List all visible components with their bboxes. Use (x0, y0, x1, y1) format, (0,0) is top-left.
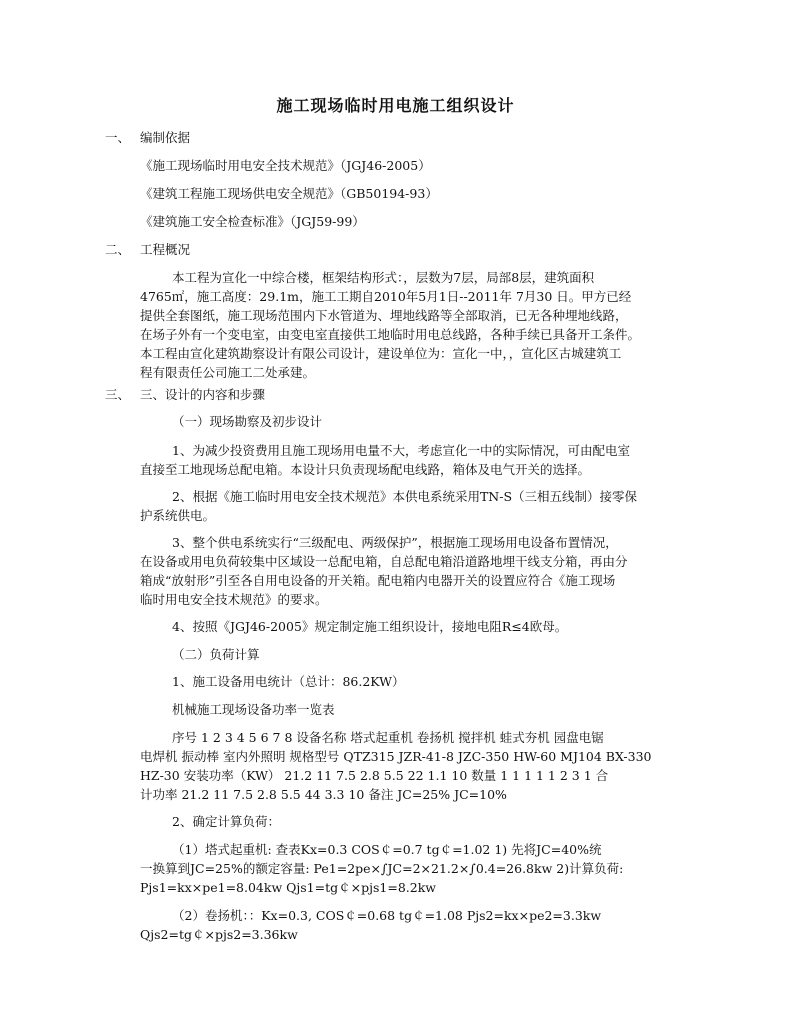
paragraph-line: 提供全套图纸，施工现场范围内下水管道为、埋地线路等全部取消，已无各种埋地线路， (140, 308, 628, 323)
paragraph-line: 直接至工地现场总配电箱。本设计只负责现场配电线路，箱体及电气开关的选择。 (140, 462, 591, 477)
section-heading: 工程概况 (140, 242, 191, 257)
subsection-heading: （二）负荷计算 (172, 647, 260, 662)
paragraph-line: 1、施工设备用电统计（总计：86.2KW） (172, 674, 405, 689)
calc-line: Qjs2=tg￠×pjs2=3.36kw (140, 927, 298, 942)
calc-line: Pjs1=kx×pe1=8.04kw Qjs1=tg￠×pjs1=8.2kw (140, 880, 436, 895)
calc-line: （2）卷扬机：：Kx=0.3, COS￠=0.68 tg￠=1.08 Pjs2=kx×pe2=3.3kw (172, 908, 602, 923)
paragraph-line: 4765㎡，施工高度：29.1m，施工工期自2010年5月1日--2011年 7月30 日。甲方已经 (140, 289, 632, 304)
paragraph-line: 在场子外有一个变电室，由变电室直接供工地临时用电总线路，各种手续已具备开工条件。 (140, 327, 641, 342)
table-text-line: 计功率 21.2 11 7.5 2.8 5.5 44 3.3 10 备注 JC=25% JC=10% (140, 787, 507, 802)
section-number: 二、 (105, 242, 131, 257)
reference-item: 《建筑施工安全检查标准》（JGJ59-99） (140, 214, 365, 229)
paragraph-line: 箱成“放射形”引至各自用电设备的开关箱。配电箱内电器开关的设置应符合《施工现场 (140, 573, 616, 588)
paragraph-line: 本工程为宣化一中综合楼，框架结构形式：，层数为7层，局部8层，建筑面积 (172, 270, 595, 285)
paragraph-line: 1、为减少投资费用且施工现场用电量不大，考虑宣化一中的实际情况，可由配电室 (172, 443, 630, 458)
paragraph-line: 在设备或用电负荷较集中区域设一总配电箱，自总配电箱沿道路地埋干线支分箱，再由分 (140, 554, 628, 569)
section-heading: 三、设计的内容和步骤 (140, 387, 266, 402)
paragraph-line: 3、整个供电系统实行“三级配电、两级保护”，根据施工现场用电设备布置情况， (172, 535, 618, 550)
paragraph-line: 2、确定计算负荷： (172, 814, 280, 829)
paragraph-line: 2、根据《施工临时用电安全技术规范》本供电系统采用TN-S（三相五线制）接零保 (172, 489, 638, 504)
table-text-line: HZ-30 安装功率（KW） 21.2 11 7.5 2.8 5.5 22 1.1 10 数量 1 1 1 1 1 2 3 1 合 (140, 768, 609, 783)
document-title: 施工现场临时用电施工组织设计 (276, 96, 515, 115)
subsection-heading: （一）现场勘察及初步设计 (172, 414, 323, 429)
paragraph-line: 临时用电安全技术规范》的要求。 (140, 592, 328, 607)
calc-line: 一换算到JC=25%的额定容量: Pe1=2pe×∫JC=2×21.2×∫0.4=26.8kw 2)计算负荷: (140, 861, 624, 876)
calc-line: （1）塔式起重机: 查表Kx=0.3 COS￠=0.7 tg￠=1.02 1) 先将JC=40%统 (172, 842, 602, 857)
paragraph-line: 护系统供电。 (140, 508, 216, 523)
section-number: 一、 (105, 130, 131, 145)
table-title: 机械施工现场设备功率一览表 (172, 702, 335, 717)
reference-item: 《施工现场临时用电安全技术规范》（JGJ46-2005） (140, 158, 431, 173)
table-text-line: 电焊机 振动棒 室内外照明 规格型号 QTZ315 JZR-41-8 JZC-350 HW-60 MJ104 BX-330 (140, 749, 652, 764)
reference-item: 《建筑工程施工现场供电安全规范》（GB50194-93） (140, 186, 438, 201)
section-heading: 编制依据 (140, 130, 191, 145)
section-number: 三、 (105, 387, 131, 402)
paragraph-line: 程有限责任公司施工二处承建。 (140, 365, 316, 380)
paragraph-line: 4、按照《JGJ46-2005》规定制定施工组织设计，接地电阻R≤4欧母。 (172, 619, 568, 634)
paragraph-line: 本工程由宣化建筑勘察设计有限公司设计，建设单位为：宣化一中，，宣化区古城建筑工 (140, 346, 622, 361)
table-text-line: 序号 1 2 3 4 5 6 7 8 设备名称 塔式起重机 卷扬机 搅拌机 蛙式夯机 园盘电锯 (172, 730, 604, 745)
